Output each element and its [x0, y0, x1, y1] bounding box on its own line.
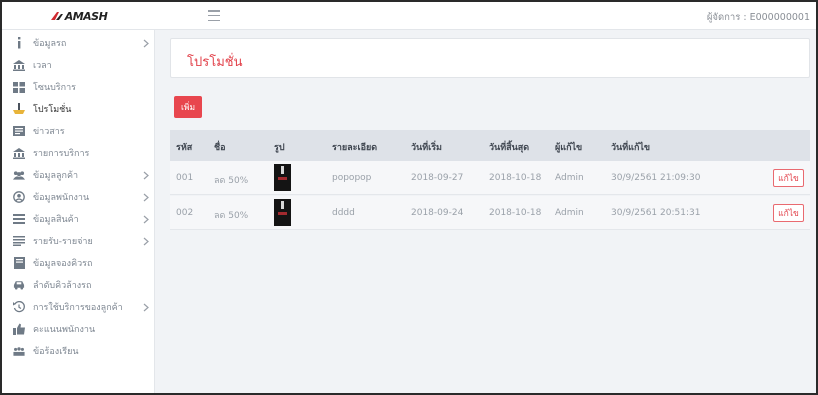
column-header-start-date[interactable]: วันที่เริ่ม: [411, 143, 442, 153]
page-title: โปรโมชั่น: [187, 55, 243, 70]
sidebar-item-label: รายการบริการ: [33, 149, 90, 159]
car-icon: [13, 279, 25, 291]
cell-end-date: 2018-10-18: [489, 208, 542, 218]
sidebar-item-service-zone[interactable]: [2, 76, 155, 98]
news-icon: [13, 125, 25, 137]
list-icon: [13, 213, 25, 225]
sidebar-item-label: เวลา: [33, 61, 52, 71]
money-icon: [13, 235, 25, 247]
logo-text: AMASH: [64, 9, 108, 23]
user-label[interactable]: ผู้จัดการ : E000000001: [706, 12, 810, 23]
cell-id: 002: [176, 208, 194, 218]
thumbs-up-icon: [13, 323, 25, 335]
sidebar-item-label: รายรับ-รายจ่าย: [33, 237, 93, 247]
sidebar-item-label: โซนบริการ: [33, 83, 76, 93]
book-icon: [13, 257, 25, 269]
logo: [50, 10, 108, 23]
page-header: [170, 38, 810, 78]
cell-name: ลด 50%: [214, 176, 249, 186]
chevron-right-icon: [142, 170, 150, 180]
sidebar-item-label: ข่าวสาร: [33, 127, 65, 137]
cell-end-date: 2018-10-18: [489, 173, 542, 183]
chevron-right-icon: [142, 38, 150, 48]
add-button[interactable]: เพิ่ม: [174, 96, 202, 118]
sidebar-item-employees[interactable]: [2, 186, 155, 208]
column-header-image[interactable]: รูป: [274, 143, 285, 153]
sidebar-item-car-info[interactable]: [2, 32, 155, 54]
cell-editor: Admin: [555, 173, 584, 183]
sidebar-item-customers[interactable]: [2, 164, 155, 186]
promo-icon: [13, 103, 25, 115]
top-bar: [2, 2, 816, 30]
column-header-name[interactable]: ชื่อ: [214, 143, 226, 153]
promotion-image[interactable]: [274, 164, 291, 191]
column-header-editor[interactable]: ผู้แก้ไข: [555, 143, 583, 153]
column-header-end-date[interactable]: วันที่สิ้นสุด: [489, 143, 530, 153]
chevron-right-icon: [142, 302, 150, 312]
cell-id: 001: [176, 173, 194, 183]
sidebar-item-label: ข้อร้องเรียน: [33, 347, 79, 357]
sidebar-item-products[interactable]: [2, 208, 155, 230]
chevron-right-icon: [142, 236, 150, 246]
sidebar: [2, 30, 155, 395]
info-icon: [13, 37, 25, 49]
sidebar-item-promotion[interactable]: [2, 98, 155, 120]
cell-detail: dddd: [332, 208, 355, 218]
cell-edited-at: 30/9/2561 20:51:31: [611, 208, 701, 218]
sidebar-item-news[interactable]: [2, 120, 155, 142]
bank-icon: [13, 147, 25, 159]
sidebar-item-label: ลำดับคิวล้างรถ: [33, 281, 92, 291]
column-header-edited-at[interactable]: วันที่แก้ไข: [611, 143, 651, 153]
chevron-right-icon: [142, 192, 150, 202]
table-row: [170, 161, 810, 195]
sidebar-item-customer-usage[interactable]: [2, 296, 155, 318]
table-header: [170, 130, 810, 161]
sidebar-item-wash-queue[interactable]: [2, 274, 155, 296]
logo-area[interactable]: [2, 2, 155, 30]
promotion-image[interactable]: [274, 199, 291, 226]
column-header-detail[interactable]: รายละเอียด: [332, 143, 378, 153]
sidebar-item-complaints[interactable]: [2, 340, 155, 362]
cell-start-date: 2018-09-27: [411, 173, 464, 183]
sidebar-item-label: ข้อมูลสินค้า: [33, 215, 79, 225]
sidebar-item-label: ข้อมูลจองคิวรถ: [33, 259, 93, 269]
edit-button[interactable]: แก้ไข: [773, 169, 804, 187]
group-icon: [13, 345, 25, 357]
chevron-right-icon: [142, 214, 150, 224]
sidebar-item-label: โปรโมชั่น: [33, 105, 72, 115]
sidebar-item-label: ข้อมูลรถ: [33, 39, 67, 49]
cell-editor: Admin: [555, 208, 584, 218]
history-icon: [13, 301, 25, 313]
sidebar-item-label: ข้อมูลลูกค้า: [33, 171, 79, 181]
edit-button[interactable]: แก้ไข: [773, 204, 804, 222]
main-content: [170, 38, 810, 393]
grid-icon: [13, 81, 25, 93]
user-circle-icon: [13, 191, 25, 203]
cell-edited-at: 30/9/2561 21:09:30: [611, 173, 701, 183]
cell-name: ลด 50%: [214, 211, 249, 221]
sidebar-item-income-expense[interactable]: [2, 230, 155, 252]
table-row: [170, 196, 810, 230]
cell-detail: popopop: [332, 173, 372, 183]
sidebar-item-label: การใช้บริการของลูกค้า: [33, 303, 123, 313]
users-icon: [13, 169, 25, 181]
sidebar-item-booking[interactable]: [2, 252, 155, 274]
sidebar-item-employee-score[interactable]: [2, 318, 155, 340]
sidebar-item-label: คะแนนพนักงาน: [33, 325, 96, 335]
menu-toggle-icon[interactable]: [208, 10, 220, 21]
logo-mark-icon: [50, 11, 64, 21]
sidebar-item-label: ข้อมูลพนักงาน: [33, 193, 90, 203]
bank-icon: [13, 59, 25, 71]
cell-start-date: 2018-09-24: [411, 208, 464, 218]
sidebar-item-service-list[interactable]: [2, 142, 155, 164]
column-header-id[interactable]: รหัส: [176, 143, 193, 153]
sidebar-item-time[interactable]: [2, 54, 155, 76]
